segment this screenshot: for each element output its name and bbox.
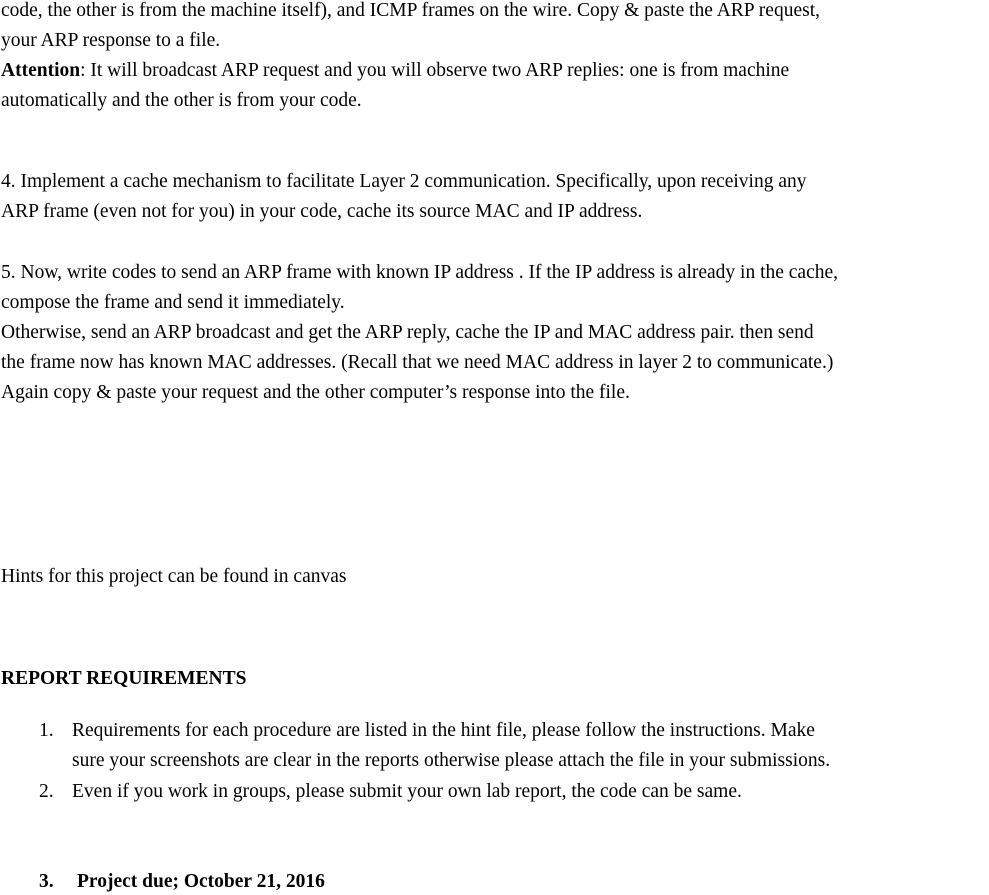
step-5-line-2: compose the frame and send it immediately. [1,292,345,313]
step-4-line-1: 4. Implement a cache mechanism to facilitate Layer 2 communication. Specifically, upon receiving any [1,171,807,192]
step-5-line-1: 5. Now, write codes to send an ARP frame with known IP address . If the IP address is already in the cache, [1,262,839,283]
attention-label: Attention [1,60,81,81]
report-item-number: 1. [39,720,54,741]
report-item-number: 2. [39,781,54,802]
step-5-line-5: Again copy & paste your request and the other computer’s response into the file. [1,382,630,403]
step-5-line-3: Otherwise, send an ARP broadcast and get the ARP reply, cache the IP and MAC address pair. then send [1,322,814,343]
intro-line-1: code, the other is from the machine itself), and ICMP frames on the wire. Copy & paste the ARP request, [1,0,820,21]
report-item-text-line-2: sure your screenshots are clear in the reports otherwise please attach the file in your submissions. [72,750,831,771]
attention-line-2: automatically and the other is from your code. [1,90,362,111]
intro-line-2: your ARP response to a file. [1,30,221,51]
attention-line-1 [1,60,789,82]
project-due-text: Project due; October 21, 2016 [77,871,325,892]
report-item-text-line-1: Requirements for each procedure are listed in the hint file, please follow the instructions. Make [72,720,815,741]
attention-text: : It will broadcast ARP request and you will observe two ARP replies: one is from machine [80,60,790,81]
step-4-line-2: ARP frame (even not for you) in your code, cache its source MAC and IP address. [1,201,643,222]
hints-line: Hints for this project can be found in canvas [1,566,347,587]
report-item-text-line-1: Even if you work in groups, please submit your own lab report, the code can be same. [72,781,742,802]
report-item-number: 3. [39,871,54,892]
report-heading: REPORT REQUIREMENTS [1,668,247,689]
step-5-line-4: the frame now has known MAC addresses. (Recall that we need MAC address in layer 2 to communicate.) [1,352,834,373]
